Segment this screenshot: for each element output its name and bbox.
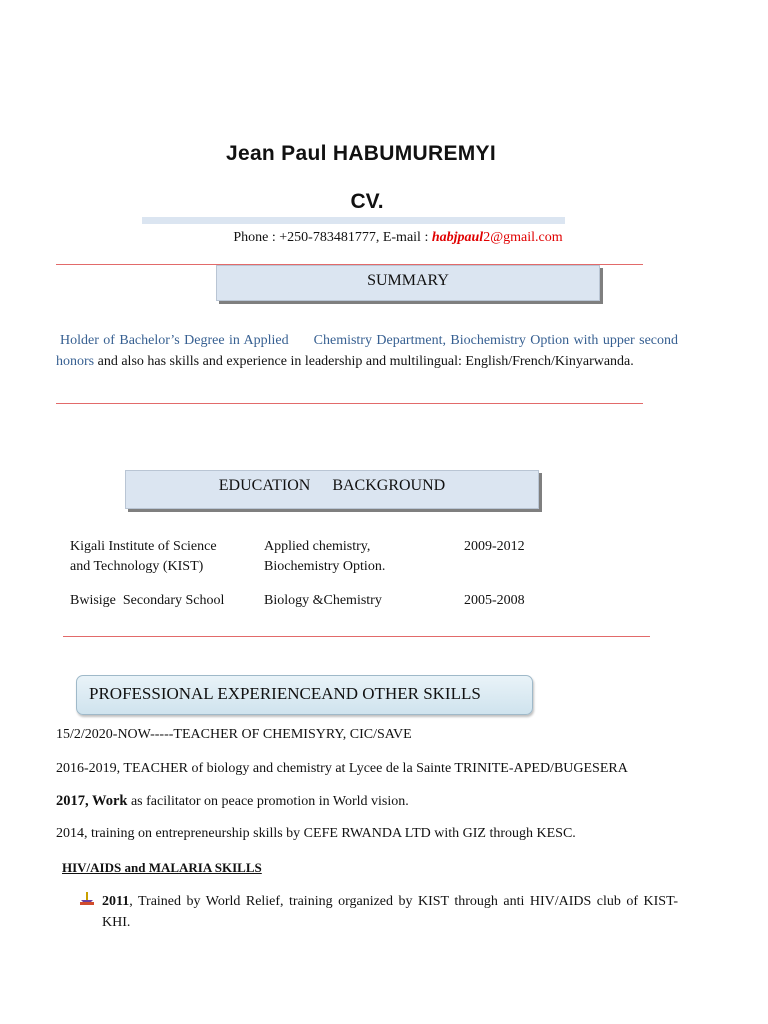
email-user[interactable]: habjpaul xyxy=(431,230,484,245)
experience-item: 2014, training on entrepreneurship skills by CEFE RWANDA LTD with GIZ through KESC. xyxy=(56,826,576,841)
document-title: CV. xyxy=(350,190,384,213)
education-years: 2005-2008 xyxy=(464,593,525,608)
education-school: Kigali Institute of Science and Technology (KIST) xyxy=(70,539,217,574)
experience-heading-box xyxy=(76,675,533,715)
hiv-bullet-item: 2011, Trained by World Relief, training organized by KIST through anti HIV/AIDS club of KIST-KHI. xyxy=(102,894,678,930)
education-field: Applied chemistry, Biochemistry Option. xyxy=(264,539,386,574)
email-label: , E-mail : xyxy=(375,230,432,245)
education-heading-2: BACKGROUND xyxy=(332,477,446,494)
phone-label: Phone : xyxy=(233,230,280,245)
contact-line xyxy=(0,230,768,246)
summary-paragraph xyxy=(56,330,678,372)
experience-heading: PROFESSIONAL EXPERIENCEAND OTHER SKILLS xyxy=(89,684,481,703)
hiv-malaria-heading: HIV/AIDS and MALARIA SKILLS xyxy=(62,860,262,875)
pushpin-icon xyxy=(80,892,94,906)
summary-text-blue-1: Holder of Bachelor’s Degree in Applied xyxy=(60,333,289,348)
title-underline-bar xyxy=(142,217,565,224)
experience-item: 2016-2019, TEACHER of biology and chemistry at Lycee de la Sainte TRINITE-APED/BUGESERA xyxy=(56,761,628,776)
summary-text-black: and also has skills and experience in leadership and multilingual: English/French/Kinyarwanda. xyxy=(94,354,634,369)
education-years: 2009-2012 xyxy=(464,539,525,554)
experience-item: 15/2/2020-NOW-----TEACHER OF CHEMISYRY, CIC/SAVE xyxy=(56,727,412,742)
divider-line xyxy=(63,636,650,637)
phone-number: +250-783481777 xyxy=(279,230,376,245)
experience-item: 2017, Work as facilitator on peace promotion in World vision. xyxy=(56,793,409,809)
summary-heading-box xyxy=(216,265,600,301)
education-heading-box xyxy=(125,470,539,509)
education-field: Biology &Chemistry xyxy=(264,593,382,608)
education-school: Bwisige Secondary School xyxy=(70,593,225,608)
education-heading-1: EDUCATION xyxy=(218,477,311,494)
summary-text-blue-2: Chemistry Department, Biochemistry Option with upper second honors xyxy=(56,333,679,369)
summary-heading: SUMMARY xyxy=(367,272,449,289)
divider-line xyxy=(56,403,643,404)
candidate-name: Jean Paul HABUMUREMYI xyxy=(225,142,496,165)
email-domain[interactable]: 2@gmail.com xyxy=(483,230,563,245)
